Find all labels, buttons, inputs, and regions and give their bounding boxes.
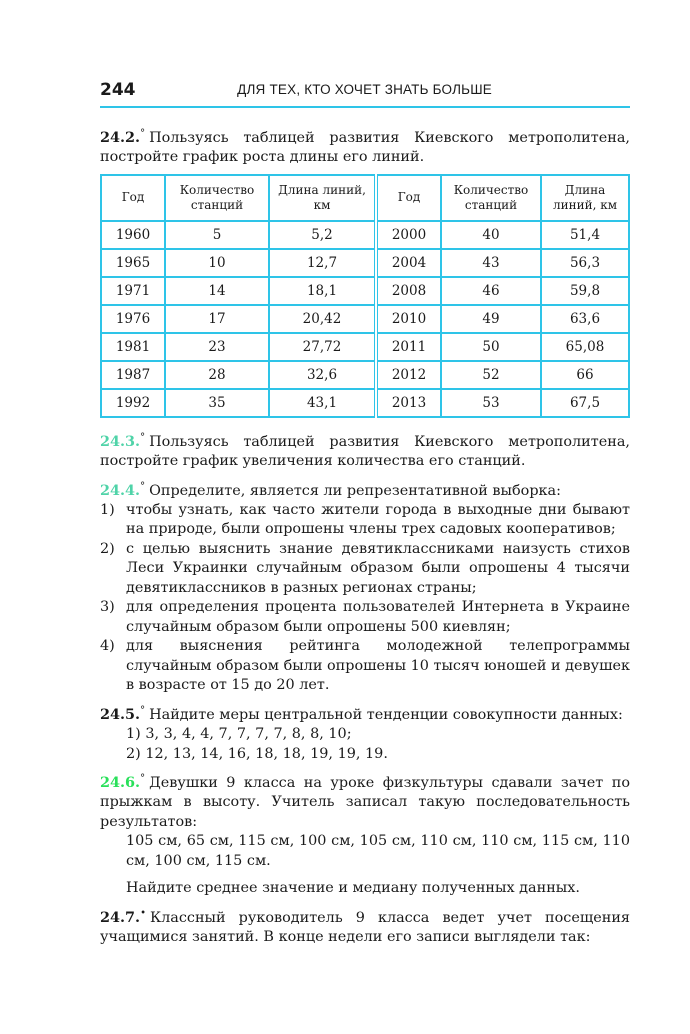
table-cell: 35 [165,389,269,417]
header-cell: Количество станций [441,175,541,221]
page-content [100,124,630,953]
task-mark: • [140,907,146,919]
task-24-6-question: Найдите среднее значение и медиану полученных данных. [126,880,580,897]
table-cell: 52 [441,361,541,389]
table-cell: 49 [441,305,541,333]
item-number: 4) [100,638,115,655]
table-cell: 1976 [101,305,165,333]
task-number: 24.5. [100,705,141,723]
table-cell: 28 [165,361,269,389]
table-cell: 2013 [376,389,441,417]
header-cell: Длина линий, км [269,175,376,221]
item-text: с целью выяснить знание девятиклассниками наизусть стихов Леси Украинки случайным образом были опрошены 4 тысячи девятиклассников в разных регионах страны; [126,540,630,596]
table-header-row [101,175,629,221]
task-number: 24.4. [100,481,141,499]
task-24-7 [100,904,630,948]
table-row [101,333,629,361]
table-cell: 2011 [376,333,441,361]
table-cell: 27,72 [269,333,376,361]
table-cell: 2010 [376,305,441,333]
table-row [101,305,629,333]
task-mark: ° [140,431,146,443]
task-24-4 [100,477,630,501]
table-cell: 23 [165,333,269,361]
item-text: для выяснения рейтинга молодежной телепрограммы случайным образом были опрошены 10 тысяч юношей и девушек в возрасте от 15 до 20 лет. [126,638,631,694]
table-cell: 12,7 [269,249,376,277]
page-header [100,80,630,108]
table-cell: 43,1 [269,389,376,417]
header-cell: Длина линий, км [541,175,629,221]
task-text: Найдите меры центральной тенденции совокупности данных: [149,706,623,723]
metro-table [100,174,630,418]
item-number: 3) [100,599,115,616]
table-row [101,361,629,389]
table-cell: 14 [165,277,269,305]
table-cell: 63,6 [541,305,629,333]
table-row [101,249,629,277]
table-cell: 2012 [376,361,441,389]
table-cell: 5 [165,221,269,249]
table-cell: 1971 [101,277,165,305]
table-cell: 51,4 [541,221,629,249]
table-cell: 2004 [376,249,441,277]
table-cell: 40 [441,221,541,249]
table-cell: 66 [541,361,629,389]
task-mark: ° [140,773,146,785]
table-cell: 1960 [101,221,165,249]
task-text: Классный руководитель 9 класса ведет учет посещения учащимися занятий. В конце недели его записи выглядели так: [100,909,630,946]
table-cell: 5,2 [269,221,376,249]
task-number: 24.6. [100,773,141,791]
table-cell: 1992 [101,389,165,417]
task-number: 24.7. [100,908,141,926]
table-cell: 32,6 [269,361,376,389]
table-cell: 65,08 [541,333,629,361]
item-number: 1) [100,501,115,518]
table-cell: 20,42 [269,305,376,333]
header-cell: Год [101,175,165,221]
task-24-4-items [100,501,630,696]
table-cell: 50 [441,333,541,361]
table-cell: 1965 [101,249,165,277]
header-cell: Количество станций [165,175,269,221]
table-cell: 2000 [376,221,441,249]
task-24-6 [100,769,630,832]
task-mark: ° [140,128,146,139]
task-24-6-data: 105 см, 65 см, 115 см, 100 см, 105 см, 110 см, 110 см, 115 см, 110 см, 100 см, 115 см. [126,833,630,869]
list-item [100,501,630,540]
table-cell: 10 [165,249,269,277]
table-cell: 43 [441,249,541,277]
list-item [100,540,630,599]
task-mark: ° [140,480,146,492]
task-24-5-line-1: 1) 3, 3, 4, 4, 7, 7, 7, 7, 8, 8, 10; [126,726,352,743]
task-number: 24.2. [100,128,141,146]
task-text: Определите, является ли репрезентативной выборка: [149,482,561,499]
task-24-2 [100,124,630,168]
page-number: 244 [100,80,136,100]
item-number: 2) [100,540,115,557]
table-cell: 56,3 [541,249,629,277]
table-cell: 67,5 [541,389,629,417]
table-cell: 18,1 [269,277,376,305]
task-mark: ° [140,704,146,716]
table-row [101,221,629,249]
task-24-5-line-2: 2) 12, 13, 14, 16, 18, 18, 19, 19, 19. [126,745,388,762]
table-cell: 53 [441,389,541,417]
task-24-5 [100,701,630,725]
table-cell: 2008 [376,277,441,305]
running-title: ДЛЯ ТЕХ, КТО ХОЧЕТ ЗНАТЬ БОЛЬШЕ [237,82,492,97]
table-cell: 46 [441,277,541,305]
table-cell: 1981 [101,333,165,361]
item-text: чтобы узнать, как часто жители города в выходные дни бывают на природе, были опрошены члены трех садовых кооперативов; [126,501,630,538]
table-cell: 17 [165,305,269,333]
task-text: Пользуясь таблицей развития Киевского метрополитена, постройте график увеличения количества его станций. [100,433,630,470]
list-item [100,598,630,637]
task-number: 24.3. [100,432,141,450]
task-24-3 [100,428,630,472]
task-text: Пользуясь таблицей развития Киевского метрополитена, постройте график роста длины его линий. [100,129,630,166]
table-row [101,277,629,305]
header-cell: Год [376,175,441,221]
table-cell: 1987 [101,361,165,389]
table-cell: 59,8 [541,277,629,305]
item-text: для определения процента пользователей Интернета в Украине случайным образом были опрошены 500 киевлян; [126,599,630,635]
list-item [100,637,630,696]
table-row [101,389,629,417]
task-text: Девушки 9 класса на уроке физкультуры сдавали зачет по прыжкам в высоту. Учитель записал такую последовательность результатов: [100,774,630,830]
